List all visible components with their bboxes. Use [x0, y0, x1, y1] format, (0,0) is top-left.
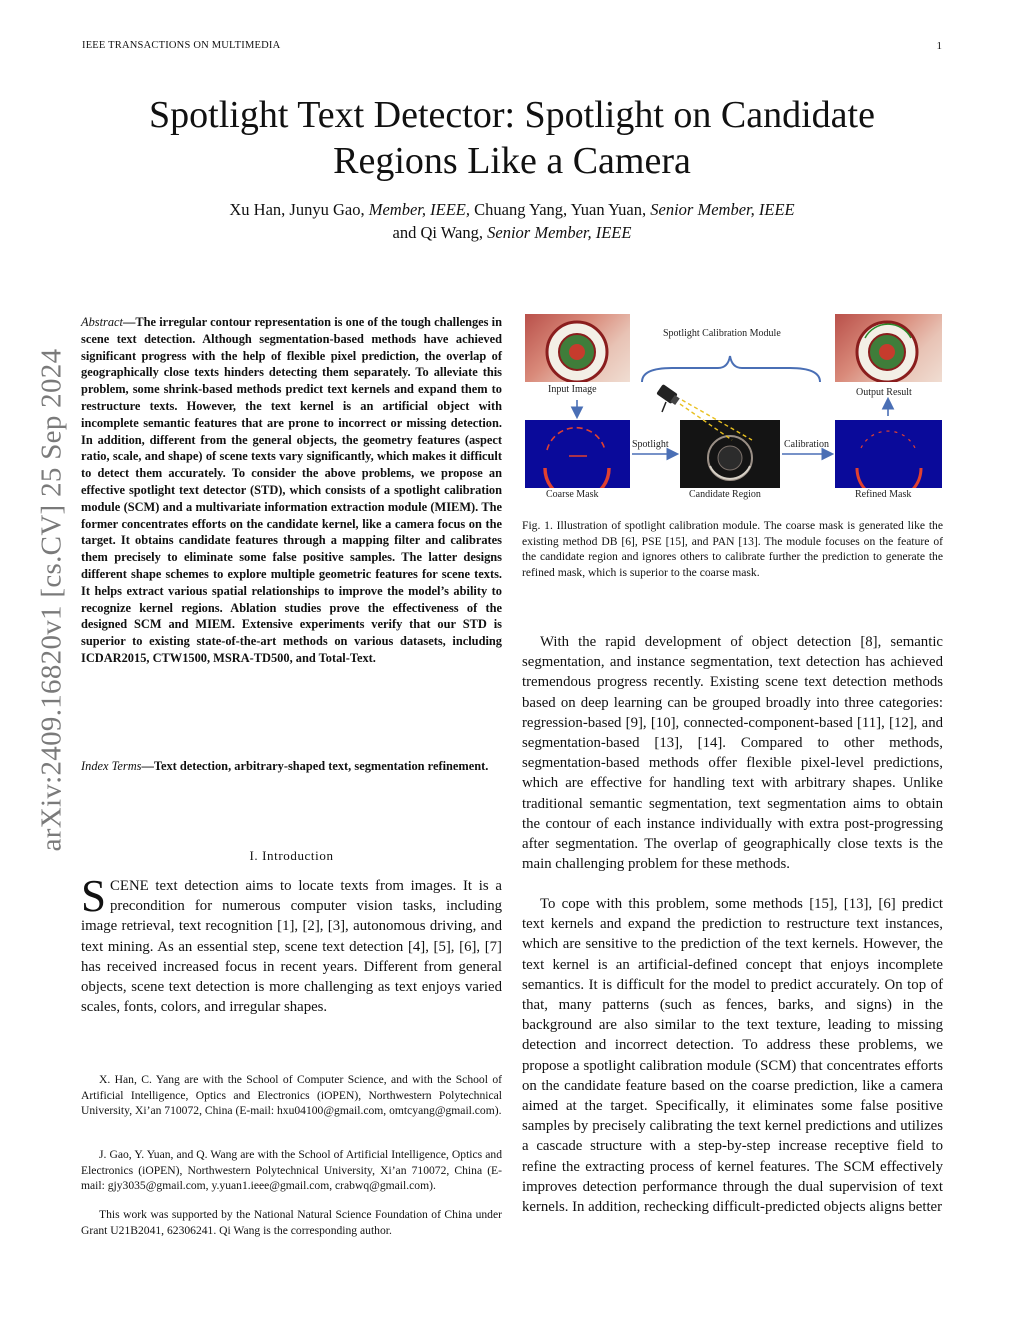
figure-connectors: [522, 312, 946, 504]
intro-p1-text: CENE text detection aims to locate texts from images. It is a precondition for numerous computer vision tasks, including image retrieval, text recognition [1], [2], [3], autonomous driving, and text mining. As an essential step, scene text detection [4], [5], [6], [7] has received increased focus in recent years. Different from general objects, scene text detection is more challenging as text enjoys varied scales, fonts, colors, and irregular shapes.: [81, 878, 502, 1016]
author-names-1: Xu Han, Junyu Gao,: [229, 200, 369, 219]
footnote-affiliation-1: X. Han, C. Yang are with the School of Computer Science, and with the School of Artificial Intelligence, Optics and Electronics (iOPEN), Northwestern Polytechnical University, Xi’an 710072, China (E-mail: hxu04100@gmail.com, omtcyang@gmail.com).: [81, 1073, 502, 1117]
author-list: [0, 198, 1024, 244]
label-coarse-mask: Coarse Mask: [546, 489, 599, 500]
author-membership-1: Member, IEEE,: [368, 200, 470, 219]
abstract: [81, 314, 502, 667]
abstract-lead: Abstract: [81, 315, 123, 329]
index-terms: [81, 758, 502, 775]
abstract-text: —The irregular contour representation is one of the tough challenges in scene text detection. Although segmentation-based methods have achieved significant progress with the help of flexible pixel prediction, the overlap of geographically close texts hinders detecting them separately. To alleviate this problem, some shrink-based methods predict text kernels and expand them to restructure texts. However, the text kernel is an artificial object with incomplete semantic features that are prone to incorrect or missing detection. In addition, different from the general objects, the geometry features (aspect ratio, scale, and shape) of scene texts vary significantly, which makes it difficult to detect them accurately. To consider the above problems, we propose an effective spotlight text detector (STD), which consists of a spotlight calibration module (SCM) and a multivariate information extraction module (MIEM). The former concentrates efforts on the candidate kernel, like a camera focus on the target. It obtains candidate features through a mapping filter and calibrates them precisely to eliminate some false positive samples. The latter designs different shape schemes to explore multiple geometric features for scene texts. It helps extract various spatial relationships to improve the model’s ability to recognize kernel regions. Ablation studies prove the effectiveness of the designed SCM and MIEM. Extensive experiments verify that our STD is superior to existing state-of-the-art methods on various datasets, including ICDAR2015, CTW1500, MSRA-TD500, and Total-Text.: [81, 315, 502, 665]
author-line-2: [0, 221, 1024, 244]
light-ray-2: [682, 400, 752, 440]
label-candidate-region: Candidate Region: [689, 489, 761, 500]
label-input-image: Input Image: [548, 384, 597, 395]
label-spotlight: Spotlight: [632, 439, 669, 450]
label-scm: Spotlight Calibration Module: [663, 328, 781, 339]
section-heading: I. Introduction: [249, 848, 334, 863]
journal-header: IEEE TRANSACTIONS ON MULTIMEDIA: [82, 40, 281, 51]
author-membership-2: Senior Member, IEEE: [650, 200, 795, 219]
footnote-affiliation-2: J. Gao, Y. Yuan, and Q. Wang are with the School of Artificial Intelligence, Optics and Electronics (iOPEN), Northwestern Polytechnical University, Xi’an 710072, China (E-mail: gjy3035@gmail.com, y.yuan1.ieee@gmail.com, crabwq@gmail.com).: [81, 1148, 502, 1192]
title-line-1: Spotlight Text Detector: Spotlight on Candidate: [149, 94, 875, 136]
index-terms-lead: Index Terms: [81, 759, 142, 773]
label-output-result: Output Result: [856, 387, 912, 398]
label-calibration: Calibration: [784, 439, 829, 450]
intro-paragraph-2: With the rapid development of object detection [8], semantic segmentation, and instance segmentation, text detection has achieved tremendous progress recently. Existing scene text detection methods based on deep learning can be grouped broadly into three categories: regression-based [9], [10], connected-component-based [11], [12], and segmentation-based [13], [14]. Compared to other methods, segmentation-based methods offer flexible pixel-level predictions, which are effective for handling text with arbitrary shapes. Unlike traditional semantic segmentation, text segmentation aims to obtain the contour of each instance individually with extra post-progressing after segmentation. The overlap of geographically close texts is the main challenging problem for these methods.: [522, 634, 943, 873]
figure-1: [522, 312, 946, 504]
spotlight-lamp-icon: [656, 384, 680, 412]
light-ray-1: [680, 404, 732, 440]
author-membership-3: Senior Member, IEEE: [487, 223, 632, 242]
figure-caption: Fig. 1. Illustration of spotlight calibration module. The coarse mask is generated like the existing method DB [6], PSE [15], and PAN [13]. The module focuses on the feature of the candidate region and ignores others to calibrate further the prediction to generate the refined mask, which is superior to the coarse mask.: [522, 519, 943, 579]
author-names-3: and Qi Wang,: [392, 223, 488, 242]
arxiv-stamp: arXiv:2409.16820v1 [cs.CV] 25 Sep 2024: [35, 348, 68, 852]
author-names-2: Chuang Yang, Yuan Yuan,: [469, 200, 651, 219]
paper-title: [0, 92, 1024, 184]
dropcap: S: [81, 871, 107, 921]
intro-paragraph-3: To cope with this problem, some methods [15], [13], [6] predict text kernels and expand the prediction to restructure text instances, which are sensitive to the prediction of the text kernels. However, the text kernel is an artificial-defined concept that enjoys incomplete semantics. It is difficult for the model to predict accurately. On top of that, many patterns (such as fences, barks, and signs) in the background are also similar to the text texture, leading to missing detection and incorrect detection. To address these problems, we propose a spotlight calibration module (SCM) that concentrates efforts on the candidate feature based on the coarse prediction, like a camera aimed at the target. Specifically, it eliminates some false positive samples by precisely calibrating the text kernel predictions and utilizes a cascade structure with a step-by-step increase receptive field to refine the extracting process of kernel features. The SCM effectively improves detection performance through the dual supervision of text kernels. In addition, rechecking difficult-predicted objects aligns better: [522, 896, 943, 1216]
index-terms-text: —Text detection, arbitrary-shaped text, segmentation refinement.: [141, 759, 489, 773]
title-line-2: Regions Like a Camera: [333, 140, 691, 182]
intro-paragraph-1: [81, 871, 502, 1017]
module-brace: [642, 356, 820, 382]
page-number: 1: [936, 40, 942, 52]
author-line-1: [0, 198, 1024, 221]
label-refined-mask: Refined Mask: [855, 489, 912, 500]
footnote-funding: This work was supported by the National Natural Science Foundation of China under Grant U21B2041, 62306241. Qi Wang is the corresponding author.: [81, 1208, 502, 1237]
